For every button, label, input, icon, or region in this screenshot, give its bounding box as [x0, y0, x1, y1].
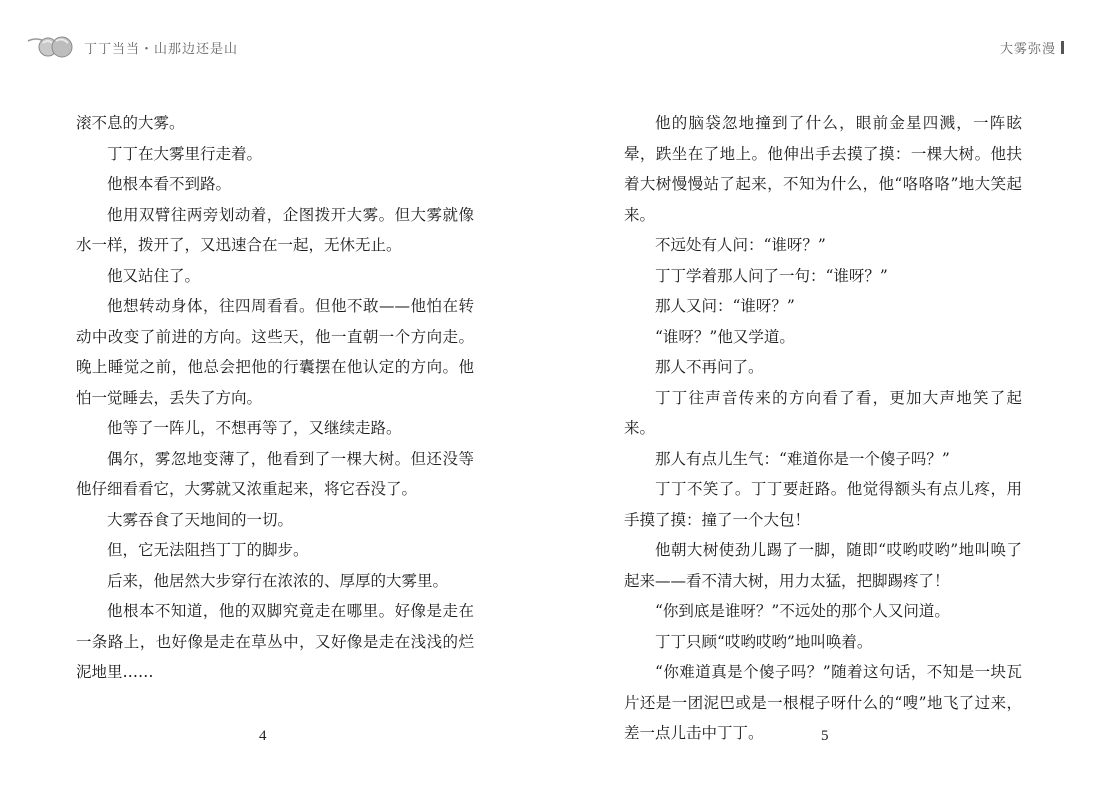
paragraph: 他朝大树使劲儿踢了一脚，随即“哎哟哎哟”地叫唤了起来——看不清大树，用力太猛，把脚踢疼了！ — [624, 541, 1022, 590]
paragraph: 他用双臂往两旁划动着，企图拨开大雾。但大雾就像水一样，拨开了，又迅速合在一起，无休无止。 — [76, 205, 474, 254]
paragraph: 那人又问：“谁呀？” — [655, 297, 795, 315]
paragraph: 他的脑袋忽地撞到了什么，眼前金星四溅，一阵眩晕，跌坐在了地上。他伸出手去摸了摸：一棵大树。他扶着大树慢慢站了起来，不知为什么，他“咯咯咯”地大笑起来。 — [624, 114, 1022, 224]
paragraph: 大雾吞食了天地间的一切。 — [107, 510, 294, 529]
paragraph: “你到底是谁呀？”不远处的那个人又问道。 — [655, 602, 950, 620]
gourd-logo-icon — [26, 31, 78, 63]
paragraph: 他等了一阵儿，不想再等了，又继续走路。 — [107, 419, 402, 437]
paragraph: 丁丁只顾“哎哟哎哟”地叫唤着。 — [655, 632, 873, 651]
paragraph: 他想转动身体，往四周看看。但他不敢——他怕在转动中改变了前进的方向。这些天，他一直朝一个方向走。晚上睡觉之前，他总会把他的行囊摆在他认定的方向。他怕一觉睡去，丢失了方向。 — [76, 297, 474, 407]
paragraph: 他根本看不到路。 — [107, 175, 232, 193]
header-right — [1000, 38, 1064, 57]
paragraph: 偶尔，雾忽地变薄了，他看到了一棵大树。但还没等他仔细看看它，大雾就又浓重起来，将它吞没了。 — [76, 449, 474, 498]
header-left — [26, 30, 238, 64]
chapter-marker — [1061, 41, 1064, 54]
paragraph: “你难道真是个傻子吗？”随着这句话，不知是一块瓦片还是一团泥巴或是一根棍子呀什么的“嗖”地飞了过来，差一点儿击中丁丁。 — [624, 663, 1022, 742]
right-page — [624, 108, 1022, 749]
paragraph: “谁呀？”他又学道。 — [655, 327, 795, 346]
paragraph: 不远处有人问：“谁呀？” — [655, 236, 826, 254]
left-page — [76, 108, 474, 688]
paragraph: 丁丁在大雾里行走着。 — [107, 144, 263, 163]
page-number-right: 5 — [821, 728, 829, 744]
page-number-left: 4 — [259, 728, 267, 744]
paragraph: 丁丁不笑了。丁丁要赶路。他觉得额头有点儿疼，用手摸了摸：撞了一个大包！ — [624, 480, 1022, 529]
paragraph: 滚不息的大雾。 — [76, 114, 185, 132]
paragraph: 他又站住了。 — [107, 266, 201, 285]
series-title: 丁丁当当・山那边还是山 — [84, 41, 239, 57]
chapter-title: 大雾弥漫 — [999, 42, 1056, 57]
paragraph: 那人不再问了。 — [655, 358, 764, 376]
paragraph: 他根本不知道，他的双脚究竟走在哪里。好像是走在一条路上，也好像是走在草丛中，又好像是走在浅浅的烂泥地里…… — [76, 602, 474, 681]
paragraph: 但，它无法阻挡丁丁的脚步。 — [107, 541, 309, 559]
paragraph: 后来，他居然大步穿行在浓浓的、厚厚的大雾里。 — [107, 571, 449, 590]
paragraph: 丁丁学着那人问了一句：“谁呀？” — [655, 266, 888, 285]
paragraph: 丁丁往声音传来的方向看了看，更加大声地笑了起来。 — [624, 388, 1022, 437]
paragraph: 那人有点儿生气：“难道你是一个傻子吗？” — [655, 449, 950, 468]
